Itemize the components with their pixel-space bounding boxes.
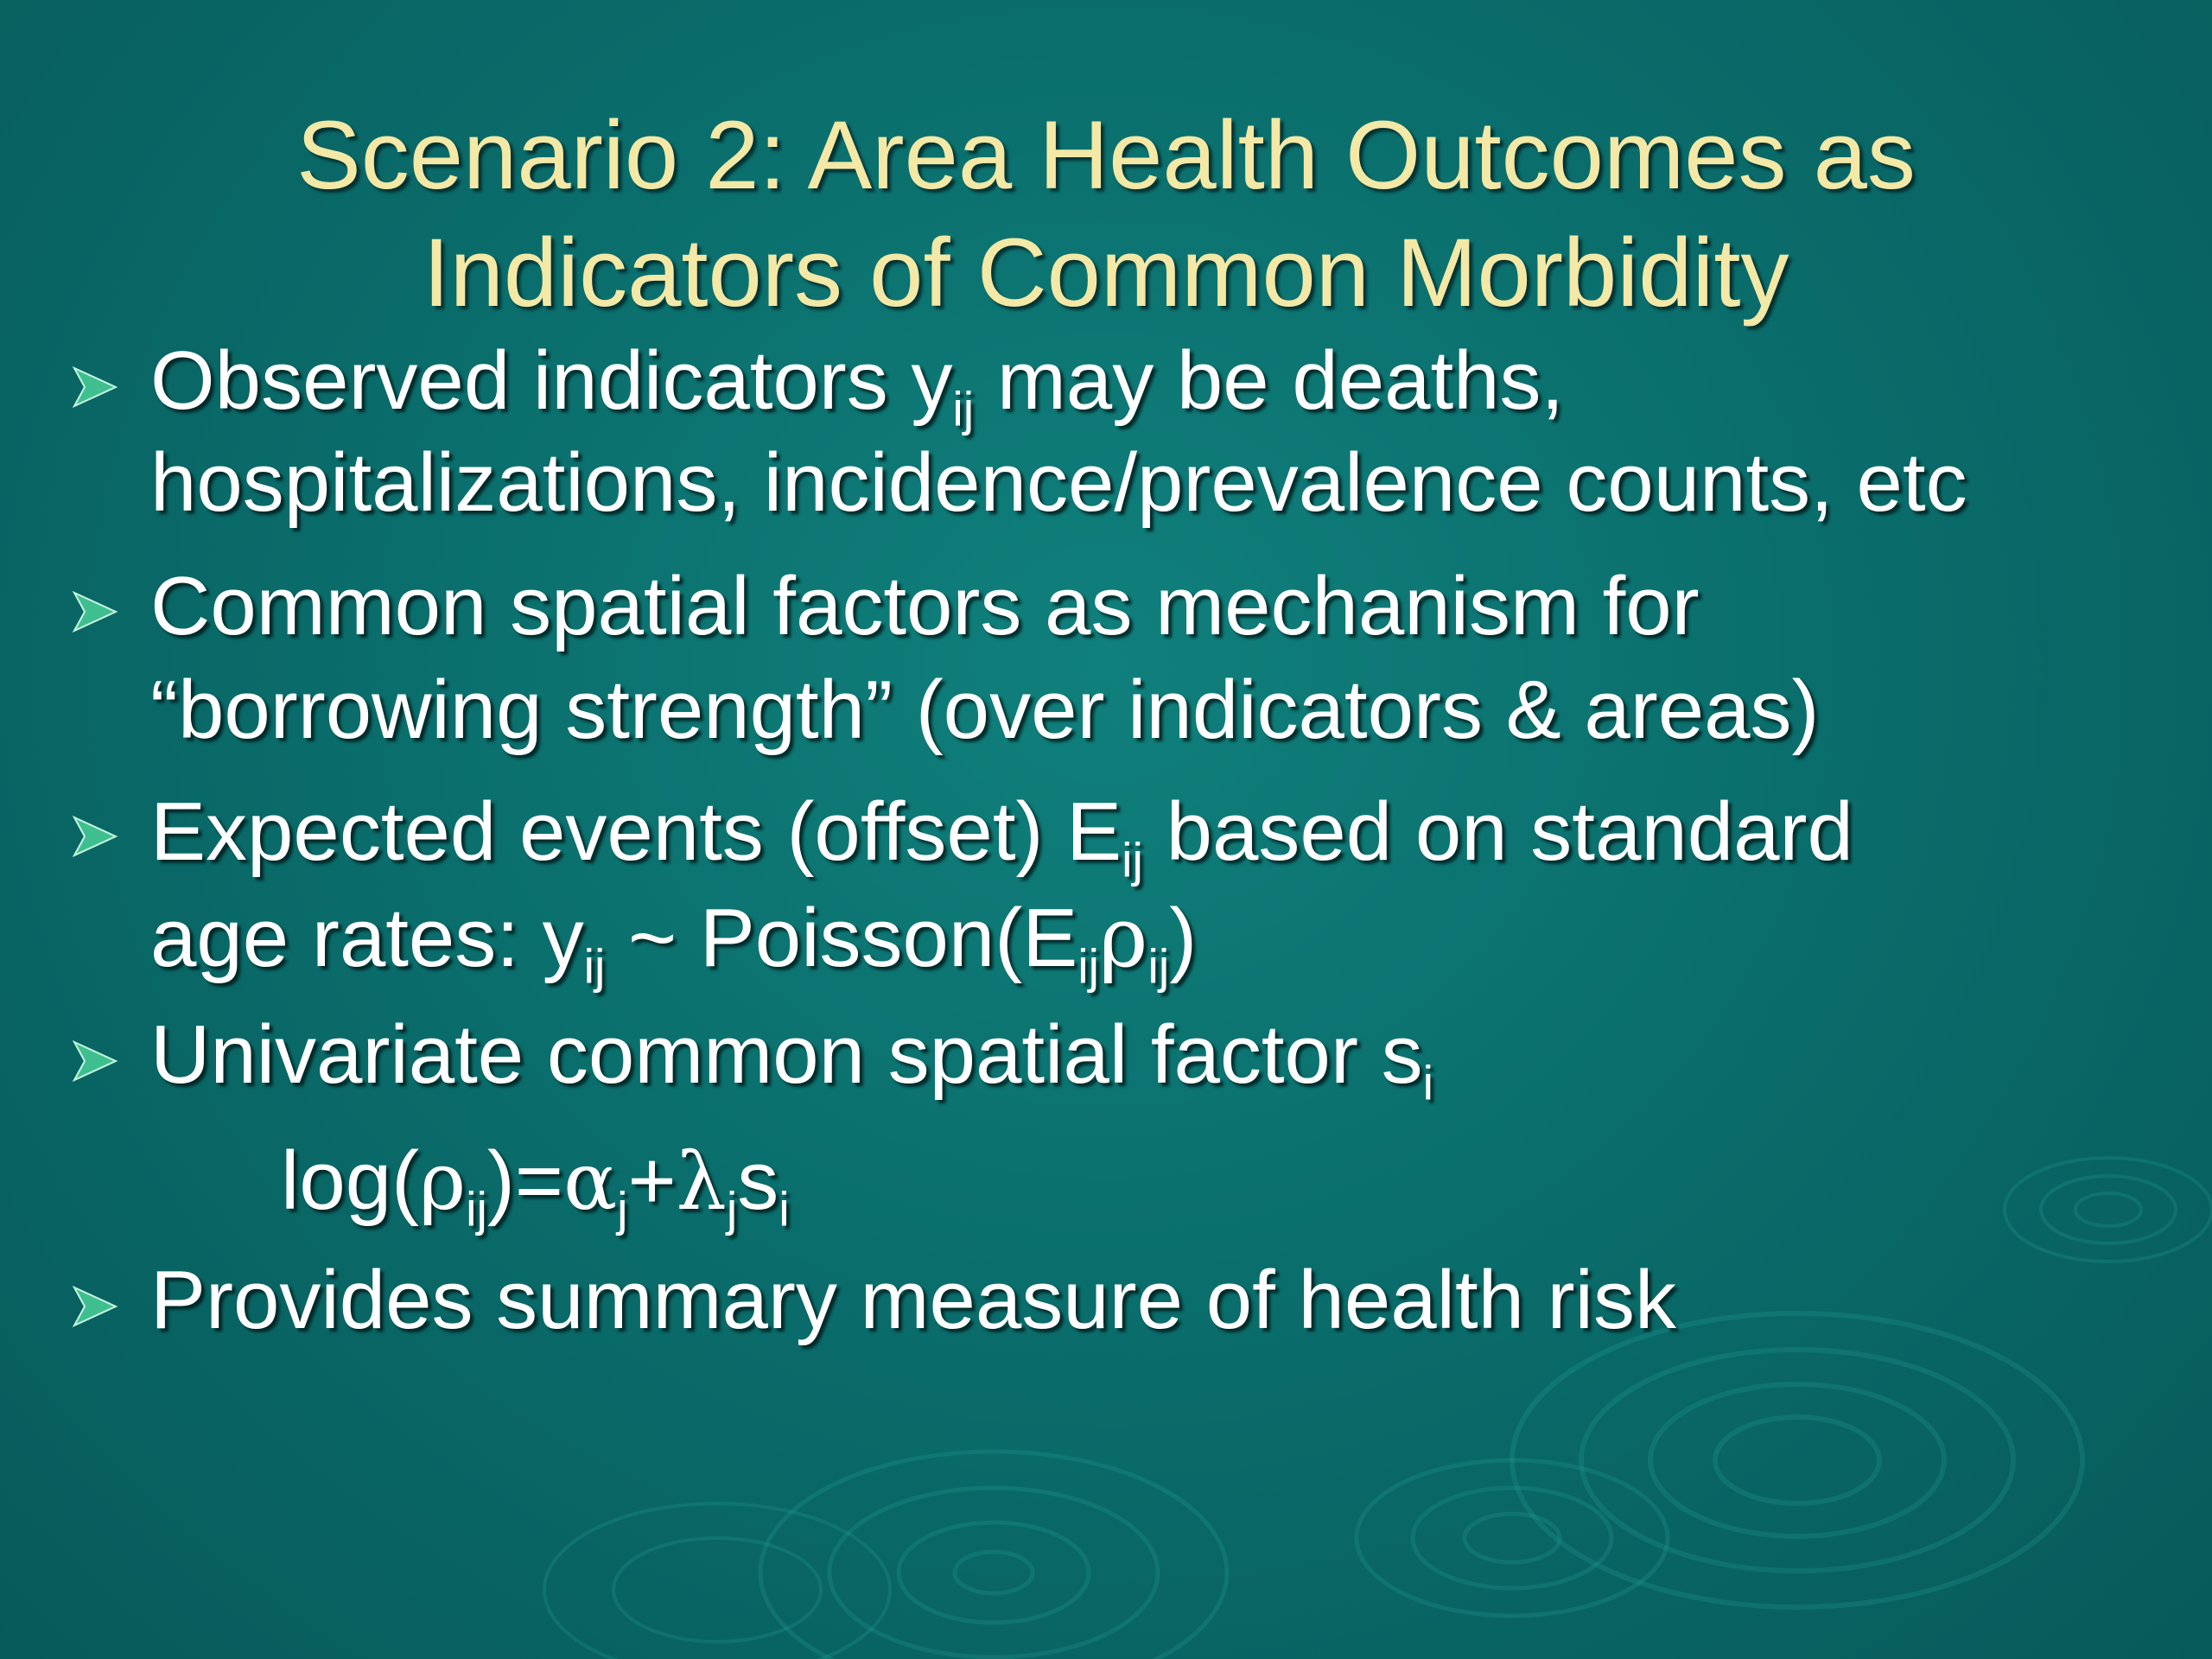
rho-symbol: ρ bbox=[1099, 889, 1148, 986]
text-run: ~ Poisson(E bbox=[605, 892, 1078, 984]
rho-symbol: ρ bbox=[419, 1135, 467, 1228]
text-run: Univariate common spatial factor s bbox=[150, 1008, 1423, 1101]
bullet-line: hospitalizations, incidence/prevalence counts, etc bbox=[150, 436, 1967, 529]
alpha-symbol: α bbox=[563, 1135, 618, 1228]
arrowhead-bullet-icon bbox=[71, 1037, 119, 1085]
bullet-line: Provides summary measure of health risk bbox=[150, 1254, 1676, 1346]
title-line-1: Scenario 2: Area Health Outcomes as bbox=[296, 101, 1916, 209]
bullet-text bbox=[150, 330, 1967, 534]
arrowhead-bullet-icon bbox=[71, 363, 119, 411]
formula-equals: )= bbox=[486, 1135, 563, 1227]
text-run: Expected events (offset) E bbox=[150, 785, 1122, 878]
formula-log: log( bbox=[281, 1135, 420, 1227]
subscript: j bbox=[726, 1182, 738, 1236]
subscript: i bbox=[779, 1182, 790, 1236]
formula-plus: + bbox=[627, 1135, 677, 1227]
subscript: j bbox=[617, 1182, 628, 1236]
bullet-line bbox=[150, 1004, 1433, 1110]
subscript: ij bbox=[952, 382, 975, 436]
log-rho-formula bbox=[281, 1130, 790, 1236]
arrowhead-bullet-icon bbox=[71, 1282, 119, 1331]
text-run: based on standard bbox=[1142, 785, 1853, 878]
text-run: may be deaths, bbox=[974, 334, 1565, 427]
arrowhead-bullet-icon bbox=[71, 588, 119, 636]
arrowhead-bullet-icon bbox=[71, 812, 119, 861]
bullet-line: “borrowing strength” (over indicators & areas) bbox=[150, 664, 1820, 756]
text-run: ) bbox=[1169, 892, 1198, 984]
bullet-line bbox=[150, 885, 1853, 994]
text-run: age rates: y bbox=[150, 892, 584, 984]
title-line-2: Indicators of Common Morbidity bbox=[423, 219, 1789, 327]
subscript: ij bbox=[1147, 939, 1170, 994]
bullet-text bbox=[150, 779, 1853, 994]
formula-s: s bbox=[737, 1135, 779, 1227]
bullet-line bbox=[150, 330, 1967, 436]
subscript: ij bbox=[466, 1182, 487, 1236]
subscript: ij bbox=[583, 939, 606, 994]
bullet-text bbox=[150, 1249, 1676, 1351]
subscript: ij bbox=[1077, 939, 1100, 994]
lambda-symbol: λ bbox=[676, 1135, 727, 1228]
bullet-line: Common spatial factors as mechanism for bbox=[150, 560, 1700, 652]
subscript: ij bbox=[1122, 833, 1143, 887]
bullet-text bbox=[150, 555, 1819, 762]
bullet-line bbox=[150, 779, 1853, 885]
subscript: i bbox=[1422, 1056, 1433, 1110]
bullet-text bbox=[150, 1004, 1433, 1110]
text-run: Observed indicators y bbox=[150, 334, 953, 427]
